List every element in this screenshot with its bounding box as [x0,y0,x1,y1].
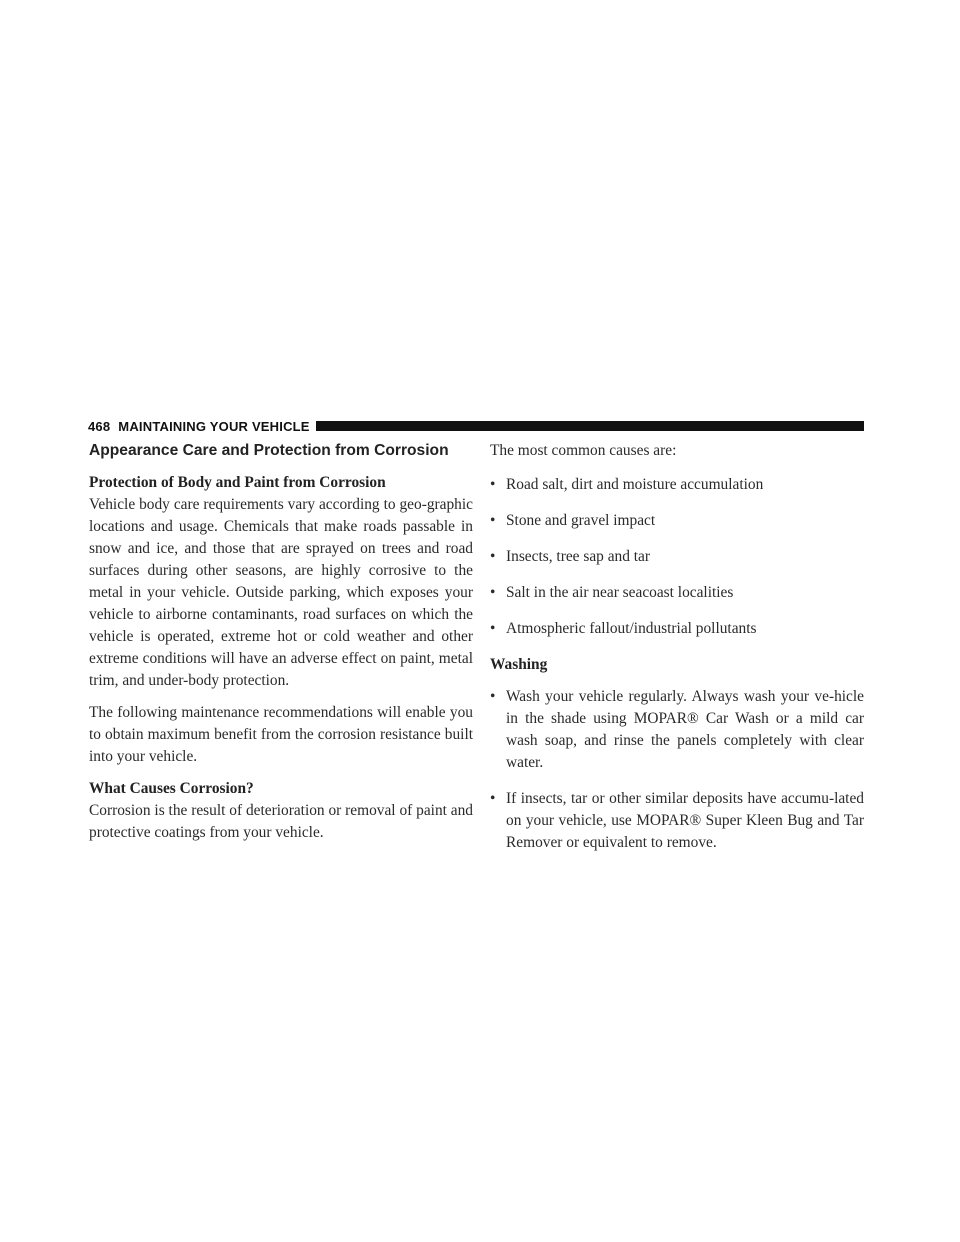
page-header [88,418,864,434]
bullet-icon: • [490,620,496,637]
washing-list [490,686,864,854]
bullet-icon: • [490,512,496,529]
header-rule [316,421,864,431]
paragraph-corrosion: Corrosion is the result of deterioration or removal of paint and protective coatings from your vehicle. [89,802,473,841]
bullet-icon: • [490,790,496,807]
list-item: • Atmospheric fallout/industrial pollutants [490,618,864,640]
bullet-icon: • [490,688,496,705]
subheading-washing: Washing [490,656,548,673]
list-item: • Stone and gravel impact [490,510,864,532]
left-column [89,440,473,854]
section-title: MAINTAINING YOUR VEHICLE [118,418,310,434]
subheading-protection: Protection of Body and Paint from Corrosion [89,474,386,491]
list-item: • Road salt, dirt and moisture accumulation [490,474,864,496]
list-item: • If insects, tar or other similar deposits have accumu-lated on your vehicle, use MOPAR® Super Kleen Bug and Tar Remover or equivalent to remove. [490,790,864,851]
list-item: • Salt in the air near seacoast localities [490,582,864,604]
list-item: • Wash your vehicle regularly. Always wash your ve-hicle in the shade using MOPAR® Car Wash or a mild car wash soap, and rinse the panels completely with clear water. [490,688,864,771]
page-number: 468 [88,418,111,434]
right-column [490,440,864,868]
paragraph-recommendations: The following maintenance recommendations will enable you to obtain maximum benefit from the corrosion resistance built into your vehicle. [89,704,473,765]
causes-list [490,474,864,640]
bullet-icon: • [490,476,496,493]
bullet-icon: • [490,548,496,565]
subheading-causes: What Causes Corrosion? [89,780,254,797]
causes-lead: The most common causes are: [490,442,677,459]
main-heading: Appearance Care and Protection from Corrosion [89,442,449,459]
paragraph-body-care: Vehicle body care requirements vary according to geo-graphic locations and usage. Chemicals that make roads passable in snow and ice, and those that are sprayed on trees and road surfaces during other seasons, are highly corrosive to the metal in your vehicle. Outside parking, which exposes your vehicle to airborne contaminants, road surfaces on which the vehicle is operated, extreme hot or cold weather and other extreme conditions will have an adverse effect on paint, metal trim, and under-body protection. [89,496,473,689]
bullet-icon: • [490,584,496,601]
list-item: • Insects, tree sap and tar [490,546,864,568]
